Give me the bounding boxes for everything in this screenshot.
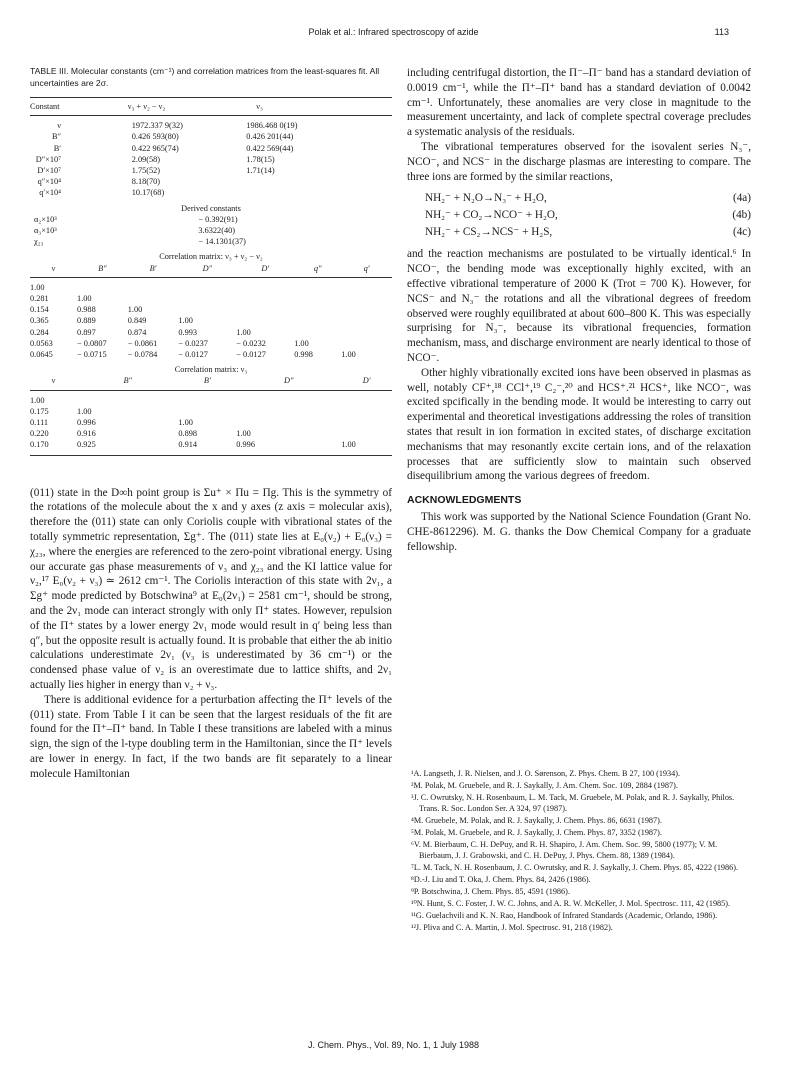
corr2-cell [178,390,236,406]
corr2-header-row [30,375,392,390]
spacer [77,143,128,154]
right-paragraph-3: and the reaction mechanisms are postulated to be virtually identical.⁶ In NCO⁻, the bending mode was exceptionally highly excited, with an effective vibrational temperature of 2000 K (Trot = 700 K). However, for NCS⁻ and N₃⁻ the rotations and all the vibrational degrees of freedom observed were roughly equilibrated at about 600–800 K. This was especially surprising for N₃⁻, because its vibrational frequencies, formation mechanism, mass, and discharge environment are nearly identical to those of NCO⁻. [407,248,752,364]
v3-value: 1.78(15) [246,154,275,164]
corr2-cell [341,417,392,428]
corr1-body [30,277,392,360]
corr1-header [30,263,392,278]
spacer [77,116,128,132]
constants-table [30,97,392,456]
corr1-cell [341,277,392,293]
corr2-cell [178,406,236,417]
corr2-cell: 0.111 [30,418,49,428]
corr1-cell [341,304,392,315]
corr2-row [30,428,392,439]
spacer [341,187,392,198]
reference-4: ⁴M. Gruebele, M. Polak, and R. J. Saykally, J. Chem. Phys. 86, 6631 (1987). [411,816,662,825]
corr1-cell: 0.365 [30,316,49,326]
spacer [341,176,392,187]
reaction-equations [407,190,751,241]
table-header-row [30,98,392,116]
corr1-cell: 0.284 [30,327,49,337]
corr1-cell: 0.889 [77,316,96,326]
combo-value: 1972.337 9(32) [131,121,183,131]
equation-4c: NH₂⁻ + CS₂→NCS⁻ + H₂S, (4c) [425,226,751,239]
corr2-cell: 1.00 [236,429,251,439]
equation-4a: NH₂⁻ + N₂O→N₃⁻ + H₂O, (4a) [425,192,751,205]
derived-value: 3.6322(40) [198,226,236,236]
derived-value: − 0.392(91) [198,214,238,224]
corr2-cell [341,406,392,417]
corr1-cell: − 0.0127 [178,350,208,360]
constant-row [30,116,392,132]
corr1-header-row [30,263,392,278]
corr1-cell [294,304,341,315]
corr1-cell: 0.988 [77,305,96,315]
references [407,768,751,934]
col-header-constant: Constant [30,102,60,111]
reference-6: ⁶V. M. Bierbaum, C. H. DePuy, and R. H. Shapiro, J. Am. Chem. Soc. 99, 5800 (1977); V. M. Bierbaum, J. J. Grabowski, and C. H. DePuy, J. Phys. Chem. 88, 1389 (1984). [411,840,718,860]
corr1-col-header: D′ [261,263,270,273]
corr1-cell: 0.993 [178,327,198,337]
corr2-cell [236,406,341,417]
reference-7: ⁷L. M. Tack, N. H. Rosenbaum, J. C. Owrutsky, and R. J. Saykally, J. Chem. Phys. 85, 4222 (1986). [411,863,738,872]
corr2-cell: 0.996 [236,440,255,450]
spacer [128,214,179,225]
corr1-cell: 1.00 [127,305,143,315]
corr2-cell: 0.925 [77,440,96,450]
corr1-cell [128,293,179,304]
corr1-cell: − 0.0715 [77,350,107,360]
corr1-cell [341,338,392,349]
corr1-cell: − 0.0127 [236,350,266,360]
v3-value [236,187,341,198]
corr1-cell: − 0.0807 [77,338,107,348]
corr1-cell [236,293,294,304]
corr1-cell [341,327,392,338]
spacer [77,187,128,198]
spacer [77,236,128,247]
constants-body [30,116,392,199]
derived-row [30,225,392,236]
corr1-cell: 0.0645 [30,350,53,360]
corr1-row [30,349,392,360]
spacer [341,116,392,132]
corr2-cell [236,390,341,406]
derived-value: − 14.1301(37) [198,237,246,247]
corr2-cell [236,417,341,428]
spacer [341,165,392,176]
corr1-cell: − 0.0232 [236,338,266,348]
corr1-cell: 1.00 [77,294,92,304]
corr1-row [30,327,392,338]
v3-value: 1.71(14) [246,166,275,176]
combo-value: 2.09(58) [131,154,161,164]
corr1-col-header: q″ [313,263,322,273]
corr1-title: Correlation matrix: ν₃ + ν₂ − ν₂ [159,252,263,262]
combo-value: 1.75(52) [131,166,161,176]
corr2-col-header: D″ [236,375,341,390]
spacer [341,131,392,142]
reference-1: ¹A. Langseth, J. R. Nielsen, and J. O. Sørenson, Z. Phys. Chem. B 27, 100 (1934). [411,769,680,778]
corr1-cell [341,293,392,304]
corr2-cell: 0.914 [178,440,198,450]
corr1-cell [294,315,341,326]
reference-3: ³J. C. Owrutsky, N. H. Rosenbaum, L. M. Tack, M. Gruebele, M. Polak, and R. J. Saykally, Philos. Trans. R. Soc. London Ser. A 324, 97 (1987). [411,793,735,813]
spacer [77,165,128,176]
corr1-cell: 1.00 [294,338,309,348]
corr1-cell [294,277,341,293]
corr2-cell: 0.175 [30,406,49,416]
corr1-row [30,293,392,304]
reference-8: ⁸D.-J. Liu and T. Oka, J. Chem. Phys. 84, 2426 (1986). [411,875,591,884]
corr2-cell: 0.996 [77,418,96,428]
constant-label: ν [57,121,62,131]
combo-value: 0.426 593(80) [131,132,179,142]
corr1-cell [128,277,179,293]
right-paragraph-1: including centrifugal distortion, the Π⁻–Π⁻ band has a standard deviation of 0.0019 cm⁻¹, while the Π⁺–Π⁺ band has a standard deviation of 0.0042 cm⁻¹. Unfortunately, these anomalies are very close in magnitude to the measurement uncertainty, and lack of complete spectral coverage precludes a systematic analysis of the residuals. [407,67,751,139]
derived-label: χ₂₃ [34,237,44,247]
corr1-cell: − 0.0784 [127,350,158,360]
corr1-row [30,277,392,293]
v3-value: 0.422 569(44) [246,143,294,153]
corr1-cell: 0.998 [294,350,313,360]
v3-value: 1986.468 0(19) [246,121,298,131]
derived-row [30,236,392,247]
corr1-cell: − 0.0861 [127,338,158,348]
corr2-cell: 1.00 [178,418,193,428]
spacer [341,214,392,225]
derived-label: α₃×10³ [34,226,57,236]
corr2-body [30,390,392,455]
corr1-cell [294,327,341,338]
corr1-cell: 1.00 [236,327,251,337]
corr1-row [30,304,392,315]
constant-row [30,165,392,176]
reference-2: ²M. Polak, M. Gruebele, and R. J. Saykally, J. Am. Chem. Soc. 109, 2884 (1987). [411,781,678,790]
v3-value [236,176,341,187]
corr1-cell: 0.897 [77,327,96,337]
corr1-cell [77,277,128,293]
right-paragraph-4: Other highly vibrationally excited ions have been observed in plasmas as well, notably CF⁺,¹⁸ CCl⁺,¹⁹ C₂⁻,²⁰ and HCS⁺.²¹ HCS⁺, like NCO⁻, was excited spcifically in the bending mode. It would be interesting to carry out experimental and theoretical investigations addressing the roles of transition states that result in ion formation in excited states, of discharge excitation mechanisms that may resonantly excite certain ions, and of the relaxation processes that are sufficiently slow to maintain such observed disequilibrium among the various degrees of freedom. [407,366,751,483]
spacer [341,225,392,236]
reference-11: ¹¹G. Guelachvili and K. N. Rao, Handbook of Infrared Standards (Academic, Orlando, 1986). [411,911,718,920]
corr1-cell: 0.849 [127,316,147,326]
corr1-cell: 1.00 [178,316,193,326]
spacer [77,131,128,142]
corr1-col-header: B′ [149,263,157,273]
corr1-cell [236,315,294,326]
combo-value: 0.422 965(74) [131,143,179,153]
corr1-cell: 1.00 [341,350,356,360]
corr1-cell: 1.00 [30,282,45,292]
combo-value: 10.17(68) [131,188,165,198]
corr1-cell [178,304,236,315]
constant-row [30,143,392,154]
corr2-cell: 0.220 [30,429,49,439]
combo-value: 8.18(70) [131,177,161,187]
v3-value: 0.426 201(44) [246,132,294,142]
journal-footer: J. Chem. Phys., Vol. 89, No. 1, 1 July 1988 [307,1040,480,1050]
acknowledgments-heading: ACKNOWLEDGMENTS [407,494,522,507]
left-column [30,66,392,782]
left-paragraph-2: There is additional evidence for a perturbation affecting the Π⁺ levels of the (011) state. From Table I it can be seen that the largest residuals of the fit are found for the Π⁺–Π⁺ band. In Table I these transitions are labeled with a minus sign, the sign of the l-type doubling term in the Hamiltonian, since the Π⁺ levels are lower in energy. In fact, if the two bands are fit separately to a linear molecule Hamiltonian [30,693,392,780]
reference-10: ¹⁰N. Hunt, S. C. Foster, J. W. C. Johns, and A. R. W. McKeller, J. Mol. Spectrosc. 111, 42 (1985). [411,899,731,908]
corr2-row [30,417,392,428]
corr1-cell: 0.154 [30,305,49,315]
corr2-cell [77,390,178,406]
corr1-cell: 0.874 [127,327,147,337]
corr1-cell [294,293,341,304]
corr1-row [30,315,392,326]
col-header-combo: ν₃ + ν₂ − ν₂ [127,102,166,111]
corr1-cell [341,315,392,326]
spacer [77,214,128,225]
corr2-cell: 1.00 [341,440,356,450]
spacer [341,143,392,154]
reference-12: ¹²J. Pliva and C. A. Martin, J. Mol. Spectrosc. 91, 218 (1982). [411,923,613,932]
constant-label: q″×10⁴ [37,177,62,187]
derived-label: α₂×10³ [34,214,57,224]
corr2-cell [341,428,392,439]
reference-5: ⁵M. Polak, M. Gruebele, and R. J. Saykally, J. Chem. Phys. 87, 3352 (1987). [411,828,662,837]
corr1-cell [178,293,236,304]
derived-body [30,214,392,248]
constant-label: B″ [52,132,62,142]
corr2-col-header: B′ [178,375,236,390]
reference-9: ⁹P. Botschwina, J. Chem. Phys. 85, 4591 (1986). [411,887,570,896]
corr2-col-header: D′ [341,375,392,390]
constant-row [30,154,392,165]
constant-label: q′×10⁴ [39,188,62,198]
constant-label: B′ [53,143,62,153]
corr1-col-header: q′ [363,263,370,273]
constant-row [30,176,392,187]
corr1-col-header: ν [51,263,56,273]
col-header-v3: ν₃ [256,102,263,111]
corr2-col-header: B″ [77,375,178,390]
spacer [77,176,128,187]
corr2-cell: 0.898 [178,429,198,439]
derived-row [30,214,392,225]
right-paragraph-2: The vibrational temperatures observed for the isovalent series N₃⁻, NCO⁻, and NCS⁻ in the discharge plasmas are interesting to compare. The three ions are formed by the similar reactions, [407,140,751,183]
constant-label: D″×10⁷ [35,154,62,164]
spacer [128,225,179,236]
corr1-col-header: D″ [202,263,213,273]
corr2-row [30,390,392,406]
corr1-cell: 0.281 [30,294,49,304]
corr1-cell: 0.0563 [30,338,53,348]
corr1-cell [236,277,294,293]
spacer [341,154,392,165]
corr1-cell: − 0.0237 [178,338,208,348]
acknowledgments-text: This work was supported by the National Science Foundation (Grant No. CHE-8612296). M. G. thanks the Dow Chemical Company for a graduate fellowship. [407,511,751,553]
right-column [407,66,751,555]
corr2-cell: 0.916 [77,429,96,439]
corr2-cell [341,390,392,406]
corr2-header [30,375,392,390]
constant-label: D′×10⁷ [37,166,62,176]
corr2-cell: 1.00 [77,406,92,416]
equation-4b: NH₂⁻ + CO₂→NCO⁻ + H₂O, (4b) [425,209,751,222]
derived-title: Derived constants [181,203,241,213]
table-caption: TABLE III. Molecular constants (cm⁻¹) and correlation matrices from the least-squares fit. All uncertainties are 2σ. [30,66,380,88]
corr2-cell: 1.00 [30,395,45,405]
corr2-row [30,406,392,417]
corr2-title: Correlation matrix: ν₃ [174,365,248,375]
constant-row [30,187,392,198]
constant-row [30,131,392,142]
spacer [77,225,128,236]
corr1-cell [236,304,294,315]
corr2-cell: 0.170 [30,440,49,450]
page-number: 113 [714,27,729,37]
corr1-col-header: B″ [98,263,107,273]
corr1-cell [178,277,236,293]
corr2-row [30,439,392,455]
spacer [77,154,128,165]
running-title: Polak et al.: Infrared spectroscopy of azide [308,27,479,37]
spacer [341,236,392,247]
spacer [128,236,179,247]
left-paragraph-1: (011) state in the D∞h point group is Σu⁺ × Πu = Πg. This is the symmetry of the rotations of the molecule about the x and y axes (z axis = molecular axis), therefore the (011) state can only Coriolis couple with vibrational states of the totally symmetric representation, Σg⁺. The (011) state lies at E₀(ν₂) + E₀(ν₃) = χ₂₃, where the energies are referenced to the zero-point vibrational energy. Using our accurate gas phase measurements of ν₃ and χ₂₃ and the KI lattice value for ν₂,¹⁷ E₀(ν₂ + ν₃) ≃ 2612 cm⁻¹. The Coriolis interaction of this state with 2ν₁, a Σg⁺ mode predicted by Botschwina⁹ at E₀(2ν₁) = 2581 cm⁻¹, should be strong, and the 2ν₁ mode can interact strongly with only Π⁺ states. However, repulsion of the Π⁺ states by a lower energy 2ν₁ mode would result in q′ being less than q″, but the opposite result is actually found. It is probable that either the ab initio calculations underestimate 2ν₁ (ν₃ is underestimated by 36 cm⁻¹) or the condensed phase value of ν₂ is an overestimate due to lattice shifts, and 2ν₁ actually lies higher in energy than ν₂ + ν₃. [30,486,392,692]
corr1-row [30,338,392,349]
corr2-col-header: ν [30,375,77,390]
